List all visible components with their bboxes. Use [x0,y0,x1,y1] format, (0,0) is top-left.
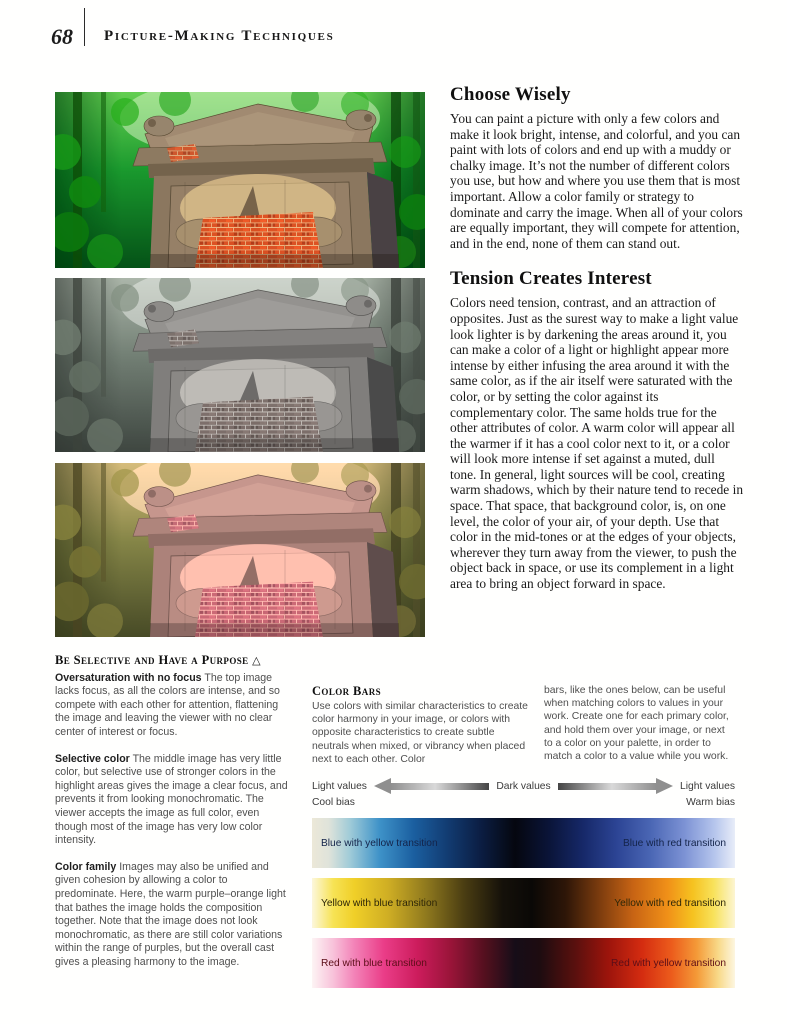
figure-caption-column [55,654,289,982]
value-arrow-left [374,778,489,794]
page-number: 68 [51,24,73,49]
bar-label-left: Red with blue transition [321,957,427,969]
color-bar-blue [312,818,735,868]
color-bars-section [312,684,735,988]
tomb-image-desaturated [55,278,425,452]
light-values-label-right: Light values [680,780,735,792]
figure-desaturated [55,278,425,452]
bar-label-left: Yellow with blue transition [321,897,438,909]
main-text-column [450,84,743,592]
caption-heading [55,654,289,669]
intro-text-right: bars, like the ones below, can be useful when matching colors to values in your work. Create one for each primary color, and hold them over your image, or next to a color on your palette, in order to match a color to a value while you work. [544,685,729,763]
figure-column [55,92,425,637]
warm-bias-label: Warm bias [686,797,735,809]
caption-text: Images may also be unified and given cohesion by allowing a color to predominate. Here, the warm purple–orange light that bathes the image holds the composition together. Note that the image does not look monochromatic, as there are still color variations within the range of purples, but the overall cast gives a pleasing harmony to the image. [55,860,286,968]
color-bars-intro [312,684,735,766]
value-scale-row [312,778,735,794]
bar-label-right: Blue with red transition [622,837,726,849]
figure-oversaturated [55,92,425,268]
arrowhead-left-icon [374,778,391,794]
header-divider [84,8,85,46]
intro-column-right [544,684,735,766]
section-heading: Choose Wisely [450,84,571,105]
figure-color-family [55,463,425,637]
section-body: Colors need tension, contrast, and an attraction of opposites. Just as the surest way to make a light value look lighter is by darkening the areas around it, you can make a color of a light or highlight appear more intense by either infusing the area around it with the same color, as if the air itself were saturated with the color, or by setting the color against its complementary color. The same holds true for the other attributes of color. A warm color will appear all the warmer if it has a cool color next to it, or a color will look more intense if set against a muted, dull tone. In general, light sources will be cool, creating warm shadows, which by their nature tend to recede in space. That space, that background color, is, on one level, the color of your air, of your depth. Use that color in the mid-tones or at the edges of your objects, wherever they turn away from the viewer, to push the object back in space, or use its complement in a light area to bring an object forward in space. [450,295,744,592]
value-arrow-right [558,778,673,794]
triangle-marker-icon: △ [252,655,261,667]
dark-values-label: Dark values [496,780,551,792]
tomb-image-saturated [55,92,425,268]
running-title: Picture-Making Techniques [104,28,335,44]
cool-bias-label: Cool bias [312,797,355,809]
section-choose-wisely [450,84,743,251]
color-bars-heading: Color Bars [312,684,381,698]
caption-paragraph [55,672,289,740]
bias-row [312,797,735,808]
caption-lead: Selective color [55,752,130,765]
bar-label-left: Blue with yellow transition [321,837,438,849]
arrow-shaft-left [391,783,489,790]
caption-paragraph [55,753,289,848]
caption-lead: Color family [55,860,117,873]
color-bar-yellow [312,878,735,928]
tomb-image-warm [55,463,425,637]
intro-text-left: Use colors with similar characteristics to create color harmony in your image, or colors with opposite characteristics to create subtle neutrals when mixed, or vibrancy when placed next to each other. Color [312,701,528,765]
section-tension [450,268,743,591]
caption-text: The middle image has very little color, but selective use of stronger colors in the highlight areas gives the image a clear focus, and prevents it from looking monochromatic. The viewer accepts the image as full color, even though most of the image has very low color intensity. [55,752,288,847]
arrow-shaft-right [558,783,656,790]
arrowhead-right-icon [656,778,673,794]
intro-column-left [312,684,530,766]
bar-label-right: Red with yellow transition [611,957,726,969]
section-heading: Tension Creates Interest [450,268,652,290]
bar-label-right: Yellow with red transition [614,897,726,909]
section-body: You can paint a picture with only a few colors and make it look bright, intense, and colorful, and you can paint with lots of colors and end up with a muddy or chalky image. It’s not the number of different colors you use, but how and where you use them that is most important. Allow a color family or strategy to dominate and carry the image. When all of your colors are equally important, they will compete for attention, and in the end, none of them can stand out. [450,111,743,251]
caption-lead: Oversaturation with no focus [55,671,202,684]
caption-paragraph [55,861,289,970]
color-bar-red [312,938,735,988]
light-values-label-left: Light values [312,780,367,792]
caption-text: The top image lacks focus, as all the colors are intense, and so compete with each other for attention, flattening the image and leaving the viewer with no clear center of interest or focus. [55,671,280,738]
caption-heading-text: Be Selective and Have a Purpose [55,653,249,667]
